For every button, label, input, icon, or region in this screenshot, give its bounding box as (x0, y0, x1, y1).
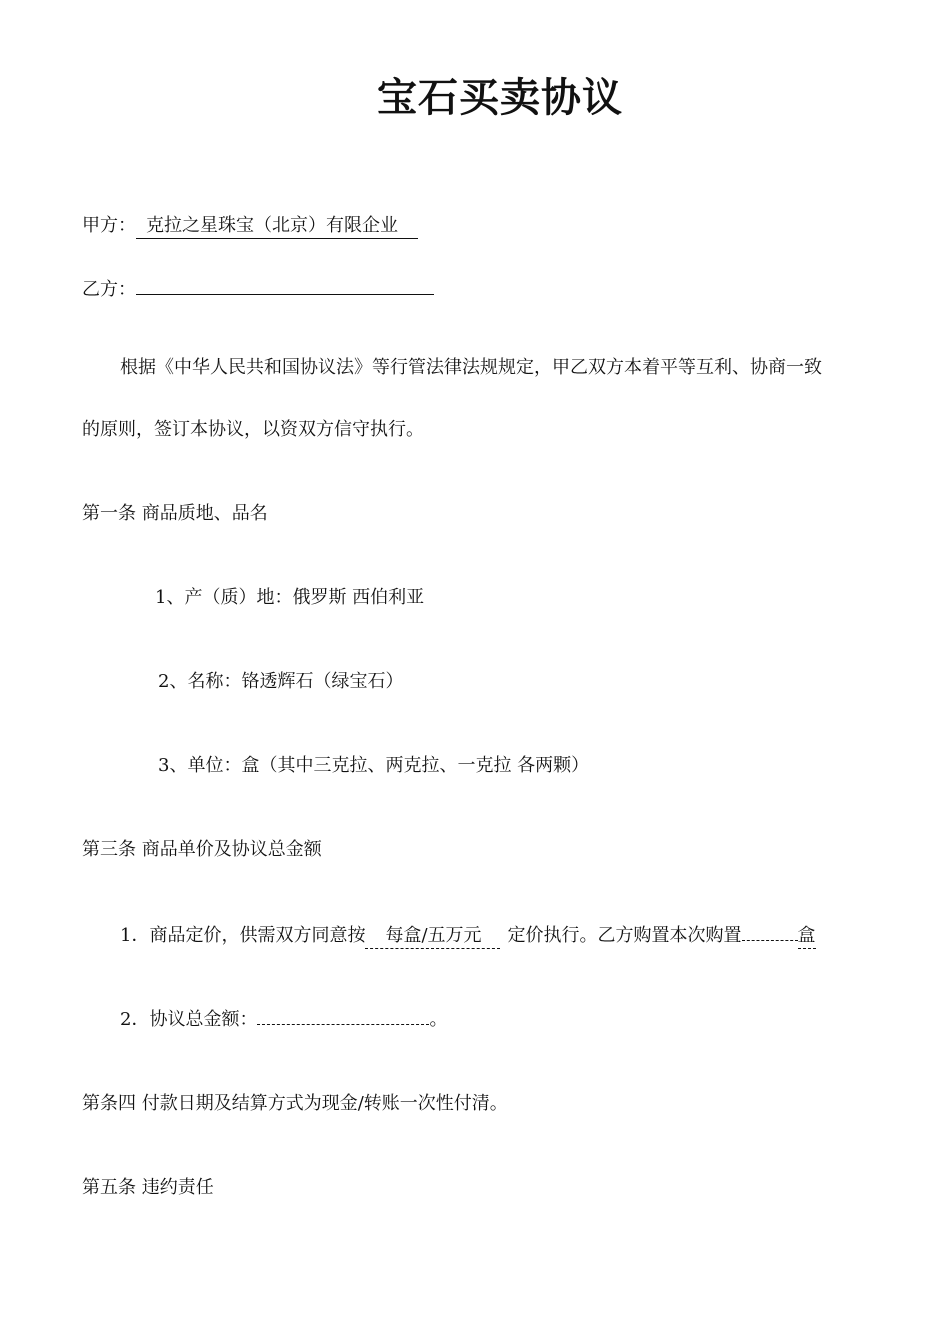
article-3-item-2-prefix: 2．协议总金额： (120, 1009, 258, 1030)
article-3-item-1-prefix: 1．商品定价，供需双方同意按 (120, 925, 366, 946)
article-5-heading: 第五条 违约责任 (82, 1177, 214, 1198)
quantity-unit: 盒 (798, 924, 816, 949)
article-3-item-1 (120, 920, 816, 950)
party-b-blank (136, 272, 434, 295)
document-title: 宝石买卖协议 (377, 74, 623, 121)
party-a-value: 克拉之星珠宝（北京）有限企业 (136, 214, 418, 239)
intro-line-2: 的原则，签订本协议，以资双方信守执行。 (82, 419, 424, 440)
article-1-item-1: 1、产（质）地：俄罗斯 西伯利亚 (155, 587, 425, 608)
intro-line-1: 根据《中华人民共和国协议法》等行管法律法规规定，甲乙双方本着平等互利、协商一致 (120, 357, 822, 378)
article-3-item-1-middle: 定价执行。乙方购置本次购置 (507, 925, 742, 946)
article-3-item-2 (120, 1004, 447, 1034)
article-3-item-2-suffix: 。 (429, 1009, 448, 1030)
article-4-heading: 第条四 付款日期及结算方式为现金/转账一次性付清。 (82, 1093, 508, 1114)
party-b-line (82, 272, 434, 304)
party-a-line (82, 212, 418, 240)
quantity-blank (742, 920, 798, 941)
article-1-item-2: 2、名称：铬透辉石（绿宝石） (158, 671, 404, 692)
article-1-item-3: 3、单位：盒（其中三克拉、两克拉、一克拉 各两颗） (158, 755, 590, 776)
party-a-label: 甲方： (82, 215, 136, 236)
article-1-heading: 第一条 商品质地、品名 (82, 503, 268, 524)
article-3-heading: 第三条 商品单价及协议总金额 (82, 839, 322, 860)
total-amount-blank (257, 1004, 429, 1025)
party-b-label: 乙方： (82, 279, 136, 300)
unit-price-field: 每盒/五万元 (365, 924, 499, 949)
